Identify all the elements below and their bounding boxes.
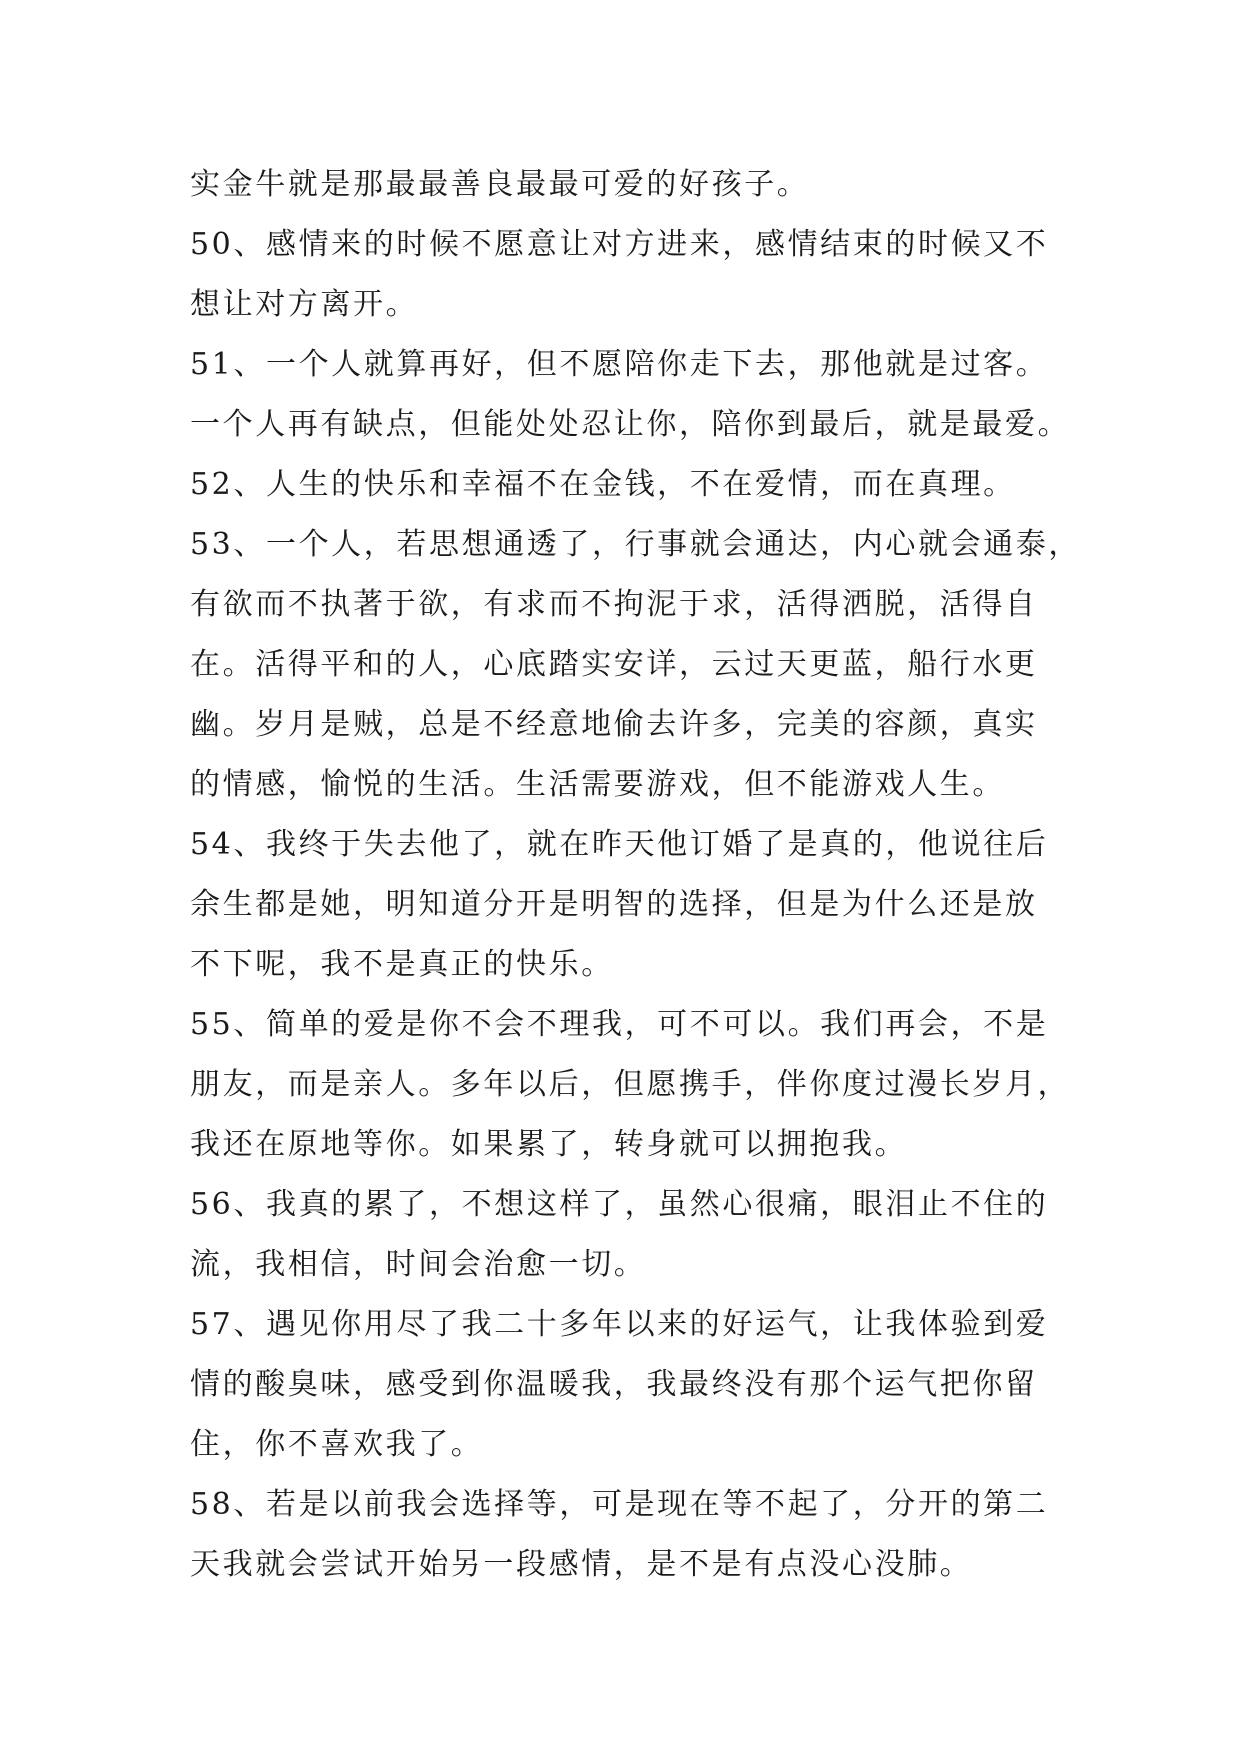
text-line: 在。活得平和的人，心底踏实安详，云过天更蓝，船行水更 — [190, 647, 1038, 682]
text-line: 朋友，而是亲人。多年以后，但愿携手，伴你度过漫长岁月， — [190, 1067, 1071, 1102]
text-line: 的情感，愉悦的生活。生活需要游戏，但不能游戏人生。 — [190, 767, 1005, 802]
text-line: 幽。岁月是贼，总是不经意地偷去许多，完美的容颜，真实 — [190, 707, 1038, 742]
text-line: 55、简单的爱是你不会不理我，可不可以。我们再会，不是 — [190, 1007, 1049, 1042]
text-line: 情的酸臭味，感受到你温暖我，我最终没有那个运气把你留 — [190, 1367, 1038, 1402]
text-line: 54、我终于失去他了，就在昨天他订婚了是真的，他说往后 — [190, 827, 1049, 862]
text-line: 余生都是她，明知道分开是明智的选择，但是为什么还是放 — [190, 887, 1038, 922]
text-line: 有欲而不执著于欲，有求而不拘泥于求，活得洒脱，活得自 — [190, 587, 1038, 622]
text-line: 流，我相信，时间会治愈一切。 — [190, 1247, 647, 1282]
text-line: 53、一个人，若思想通透了，行事就会通达，内心就会通泰， — [190, 527, 1081, 562]
text-line: 56、我真的累了，不想这样了，虽然心很痛，眼泪止不住的 — [190, 1187, 1049, 1222]
text-line: 想让对方离开。 — [190, 287, 419, 322]
text-line: 51、一个人就算再好，但不愿陪你走下去，那他就是过客。 — [190, 347, 1049, 382]
text-line: 天我就会尝试开始另一段感情，是不是有点没心没肺。 — [190, 1547, 973, 1582]
text-line: 住，你不喜欢我了。 — [190, 1427, 484, 1462]
document-body — [190, 155, 1081, 1595]
text-line: 57、遇见你用尽了我二十多年以来的好运气，让我体验到爱 — [190, 1307, 1049, 1342]
text-line: 52、人生的快乐和幸福不在金钱，不在爱情，而在真理。 — [190, 467, 1016, 502]
text-line: 不下呢，我不是真正的快乐。 — [190, 947, 614, 982]
text-line: 58、若是以前我会选择等，可是现在等不起了，分开的第二 — [190, 1487, 1049, 1522]
text-line: 实金牛就是那最最善良最最可爱的好孩子。 — [190, 167, 810, 202]
text-line: 一个人再有缺点，但能处处忍让你，陪你到最后，就是最爱。 — [190, 407, 1071, 442]
text-line: 50、感情来的时候不愿意让对方进来，感情结束的时候又不 — [190, 227, 1049, 262]
text-line: 我还在原地等你。如果累了，转身就可以拥抱我。 — [190, 1127, 908, 1162]
